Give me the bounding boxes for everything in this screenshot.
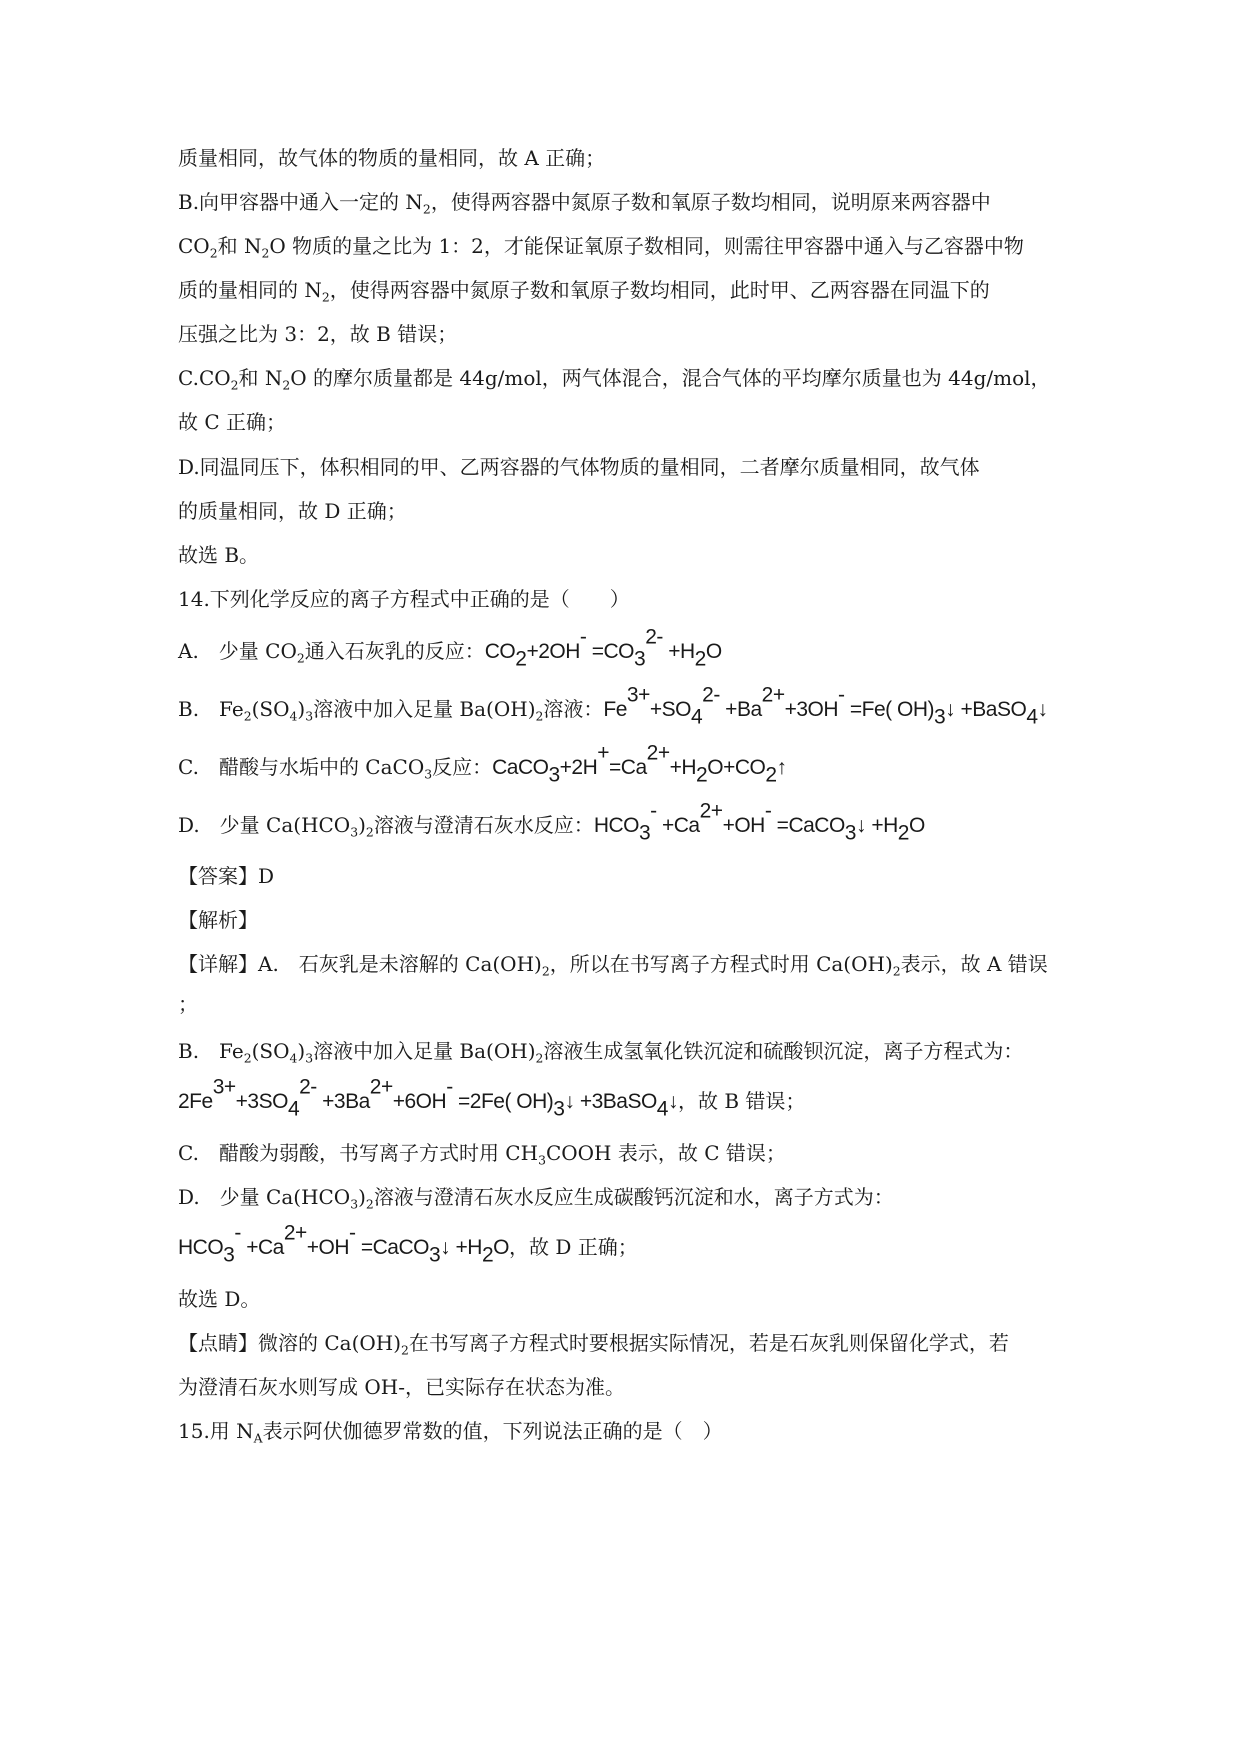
equation-run: +3Ba [316,1090,370,1113]
text-run: ) [358,1185,366,1209]
text-run: 和 N [217,234,262,258]
equation-subscript: 3 [548,763,560,787]
text-run: 故 C 正确； [178,410,287,434]
question-14-stem [178,585,630,613]
text-line [178,990,198,1018]
text-run: ，故 D 正确； [508,1235,638,1259]
equation-subscript: 3 [844,821,856,845]
equation-subscript: 2 [765,763,777,787]
conclusion-line [178,1285,260,1313]
subscript: 2 [209,245,218,261]
equation-run: =CO [586,640,634,663]
subscript: 2 [535,708,544,724]
text-run: ，故 B 错误； [677,1089,806,1113]
text-run: D. 少量 Ca(HCO [178,1185,351,1209]
text-run: 故选 D。 [178,1287,261,1311]
equation-run: +3OH [784,698,839,721]
equation-run: +Ca [240,1236,284,1259]
text-run: 溶液中加入足量 Ba(OH) [313,697,536,721]
text-run: 【详解】A. 石灰乳是未溶解的 Ca(OH) [178,952,542,976]
text-run: ，使得两容器中氮原子数和氧原子数均相同，说明原来两容器中 [430,190,991,214]
equation-run: +OH [722,814,765,837]
equation-run: +OH [306,1236,350,1259]
equation-run: ↓ +3BaSO [564,1090,657,1113]
subscript: 2 [296,650,305,666]
detail-c [178,1139,786,1167]
text-run: B. Fe [178,1039,244,1063]
text-run: ) [297,697,306,721]
equation-superscript: - [764,799,772,823]
equation-run: HCO [178,1236,224,1259]
text-run: 和 N [238,366,283,390]
equation-run: ↓ [1037,698,1048,721]
text-run: 表示阿伏伽德罗常数的值，下列说法正确的是（ ） [262,1419,723,1443]
text-run: D. 少量 Ca(HCO [178,813,351,837]
text-run: A. 少量 CO [178,639,297,663]
text-run: ，使得两容器中氮原子数和氧原子数均相同，此时甲、乙两容器在同温下的 [329,278,990,302]
equation-superscript: - [838,683,845,707]
text-run: 质的量相同的 N [178,278,322,302]
subscript: 2 [541,963,550,979]
equation-run: ↓ +H [440,1236,482,1259]
text-run: 15.用 N [178,1419,254,1443]
text-line [178,408,286,436]
equation-run: +H [662,640,695,663]
text-run: 【答案】D [178,864,275,888]
subscript: 2 [243,1050,252,1066]
text-run: 溶液： [543,697,604,721]
equation-run: Fe [603,698,627,721]
text-run: ； [178,992,198,1016]
equation-run: O [493,1236,509,1259]
equation-subscript: 4 [287,1097,300,1121]
subscript: 2 [535,1050,544,1066]
subscript: 3 [350,824,359,840]
subscript: 3 [305,708,314,724]
equation-run: HCO [593,814,639,837]
option-b [178,683,1048,729]
subscript: 2 [892,963,901,979]
tip-line-2 [178,1373,625,1401]
equation-subscript: 3 [933,705,946,729]
subscript: 2 [365,824,374,840]
text-run: B.向甲容器中通入一定的 N [178,190,423,214]
equation-run: +3SO [235,1090,288,1113]
subscript: 2 [261,245,270,261]
detail-b [178,1037,1023,1065]
text-line [178,276,990,304]
text-line [178,541,259,569]
equation-run: CO [484,640,516,663]
equation-superscript: 2+ [646,741,670,765]
equation-superscript: 2- [645,625,663,649]
text-run: (SO [251,697,290,721]
analysis-heading [178,906,258,934]
text-run: 溶液与澄清石灰水反应： [373,813,594,837]
text-run: 溶液中加入足量 Ba(OH) [313,1039,536,1063]
equation-run: =CaCO [355,1236,429,1259]
text-run: 溶液与澄清石灰水反应生成碳酸钙沉淀和水，离子方式为： [373,1185,894,1209]
option-a [178,625,722,671]
text-run: COOH 表示，故 C 错误； [545,1141,786,1165]
equation-superscript: 3+ [212,1075,236,1099]
equation-run: CaCO [492,756,549,779]
text-line [178,453,980,481]
equation-superscript: 2+ [283,1221,307,1245]
option-d [178,799,925,845]
equation-subscript: 2 [897,821,909,845]
text-run: ) [297,1039,306,1063]
text-line [178,188,991,216]
text-line [178,232,1024,260]
equation-run: =Ca [609,756,647,779]
text-run: 压强之比为 3：2，故 B 错误； [178,322,458,346]
equation-subscript: 3 [553,1097,565,1121]
text-run: 【解析】 [178,908,258,932]
equation-superscript: - [579,625,587,649]
equation-run: =2Fe( OH) [452,1090,554,1113]
equation-run: ↓ +BaSO [945,698,1027,721]
equation-superscript: 2- [299,1075,317,1099]
text-line [178,364,1051,392]
subscript: 3 [350,1196,359,1212]
equation-run: =Fe( OH) [844,698,934,721]
text-run: ，所以在书写离子方程式时用 Ca(OH) [549,952,893,976]
equation-superscript: - [234,1221,241,1245]
subscript: 4 [289,708,298,724]
equation-run: +2OH [526,640,580,663]
equation-line [178,1221,638,1267]
equation-subscript: 3 [428,1243,441,1267]
equation-superscript: - [349,1221,356,1245]
text-run: O 物质的量之比为 1：2，才能保证氧原子数相同，则需往甲容器中通入与乙容器中物 [269,234,1024,258]
subscript: 2 [321,289,330,305]
equation-subscript: 2 [696,763,708,787]
equation-superscript: 2- [702,683,720,707]
equation-run: +2H [559,756,598,779]
subscript: 4 [289,1050,298,1066]
text-run: 为澄清石灰水则写成 OH-，已实际存在状态为准。 [178,1375,625,1399]
equation-run: +H [669,756,697,779]
text-run: C.CO [178,366,231,390]
text-run: 通入石灰乳的反应： [304,639,485,663]
equation-subscript: 4 [656,1097,668,1121]
equation-superscript: 3+ [626,683,650,707]
text-run: B. Fe [178,697,244,721]
text-run: 的质量相同，故 D 正确； [178,499,407,523]
text-run: 溶液生成氢氧化铁沉淀和硫酸钡沉淀，离子方程式为： [543,1039,1024,1063]
equation-run: ↑ [776,756,787,779]
text-run: O 的摩尔质量都是 44g/mol，两气体混合，混合气体的平均摩尔质量也为 44g/mol， [290,366,1051,390]
option-c [178,741,787,787]
text-run: 反应： [432,755,493,779]
subscript: 2 [282,377,291,393]
equation-run: O+CO [707,756,766,779]
equation-superscript: 2+ [699,799,723,823]
text-run: D.同温同压下，体积相同的甲、乙两容器的气体物质的量相同，二者摩尔质量相同，故气体 [178,455,980,479]
equation-run: +SO [649,698,691,721]
equation-run: +Ba [719,698,762,721]
equation-run: 2Fe [178,1090,213,1113]
text-run: C. 醋酸为弱酸，书写离子方式时用 CH [178,1141,539,1165]
equation-run: +Ca [656,814,700,837]
equation-run: O [908,814,925,837]
text-run: 质量相同，故气体的物质的量相同，故 A 正确； [178,146,606,170]
tip-line [178,1329,1009,1357]
equation-subscript: 3 [634,647,646,671]
text-run: (SO [251,1039,290,1063]
equation-run: ↓ [667,1090,678,1113]
detail-d [178,1183,894,1211]
subscript: 2 [230,377,239,393]
subscript: 2 [243,708,252,724]
equation-run: ↓ +H [855,814,898,837]
text-run: 14.下列化学反应的离子方程式中正确的是（ ） [178,587,630,611]
equation-superscript: - [650,799,657,823]
text-run: 故选 B。 [178,543,260,567]
subscript: A [253,1430,263,1446]
equation-subscript: 2 [694,647,706,671]
text-line [178,144,605,172]
equation-line [178,1075,806,1121]
equation-subscript: 2 [481,1243,494,1267]
equation-run: +6OH [392,1090,447,1113]
equation-superscript: + [597,741,610,765]
text-run: 表示，故 A 错误 [900,952,1048,976]
subscript: 3 [424,766,433,782]
subscript: 3 [305,1050,314,1066]
subscript: 3 [538,1152,546,1168]
text-run: CO [178,234,210,258]
text-line [178,497,407,525]
detail-a [178,950,1048,978]
equation-run: O [705,640,722,663]
answer-line [178,862,274,890]
equation-subscript: 3 [223,1243,235,1267]
subscript: 2 [422,201,431,217]
equation-subscript: 4 [1026,705,1038,729]
text-run: C. 醋酸与水垢中的 CaCO [178,755,425,779]
equation-subscript: 4 [690,705,703,729]
subscript: 2 [365,1196,374,1212]
equation-subscript: 3 [638,821,651,845]
equation-subscript: 2 [515,647,527,671]
equation-superscript: 2+ [761,683,785,707]
text-run: 【点睛】微溶的 Ca(OH) [178,1331,402,1355]
text-run: 在书写离子方程式时要根据实际情况，若是石灰乳则保留化学式，若 [408,1331,1009,1355]
text-line [178,320,457,348]
equation-superscript: 2+ [369,1075,393,1099]
text-run: ) [358,813,366,837]
equation-run: =CaCO [771,814,845,837]
subscript: 2 [401,1342,409,1358]
equation-superscript: - [446,1075,453,1099]
question-15-stem [178,1417,723,1445]
